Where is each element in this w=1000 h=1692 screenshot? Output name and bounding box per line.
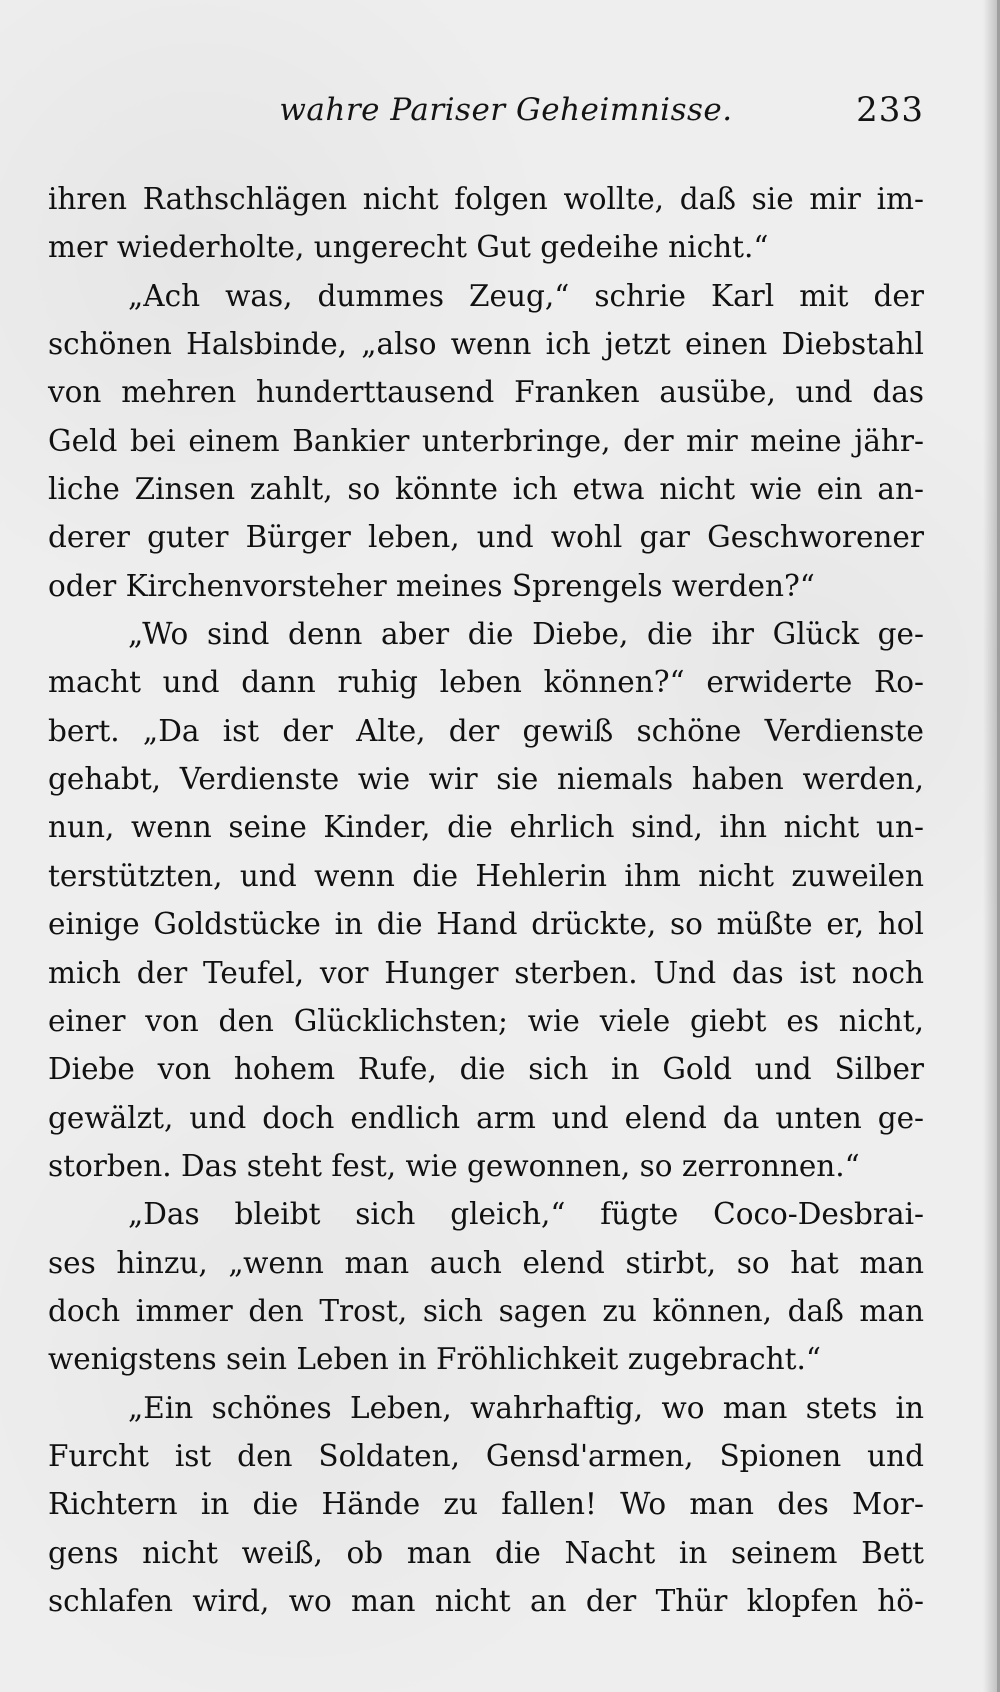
page-number: 233 — [856, 90, 924, 130]
text-line: ihren Rathschlägen nicht folgen wollte, daß sie mir im- — [48, 182, 924, 216]
text-line: gens nicht weiß, ob man die Nacht in seinem Bett — [48, 1535, 924, 1570]
text-line: gewälzt, und doch endlich arm und elend da unten ge- — [48, 1100, 924, 1135]
text-line: ses hinzu, „wenn man auch elend stirbt, so hat man — [48, 1245, 924, 1280]
text-line: von mehren hunderttausend Franken ausübe, und das — [48, 375, 924, 410]
text-line: derer guter Bürger leben, und wohl gar Geschworener — [48, 520, 924, 555]
running-title: wahre Pariser Geheimnisse. — [279, 92, 733, 128]
text-line: storben. Das steht fest, wie gewonnen, so zerronnen.“ — [48, 1148, 860, 1183]
text-line: liche Zinsen zahlt, so könnte ich etwa nicht wie ein an- — [48, 472, 924, 507]
text-line: mer wiederholte, ungerecht Gut gedeihe nicht.“ — [48, 230, 769, 265]
text-line: schlafen wird, wo man nicht an der Thür klopfen hö- — [48, 1583, 924, 1618]
text-line: wenigstens sein Leben in Fröhlichkeit zugebracht.“ — [48, 1342, 821, 1377]
text-line: Geld bei einem Bankier unterbringe, der mir meine jähr- — [48, 423, 924, 458]
text-line: „Ach was, dummes Zeug,“ schrie Karl mit der — [128, 278, 924, 313]
text-line: „Das bleibt sich gleich,“ fügte Coco-Desbrai- — [128, 1197, 924, 1232]
text-line: bert. „Da ist der Alte, der gewiß schöne Verdienste — [48, 713, 924, 748]
text-line: mich der Teufel, vor Hunger sterben. Und das ist noch — [48, 955, 924, 990]
text-line: einer von den Glücklichsten; wie viele giebt es nicht, — [48, 1003, 924, 1038]
text-line: oder Kirchenvorsteher meines Sprengels werden?“ — [48, 568, 815, 603]
text-line: Richtern in die Hände zu fallen! Wo man des Mor- — [48, 1487, 924, 1522]
text-line: nun, wenn seine Kinder, die ehrlich sind, ihn nicht un- — [48, 810, 924, 845]
body-text — [48, 175, 924, 1625]
text-line: doch immer den Trost, sich sagen zu können, daß man — [48, 1293, 924, 1328]
page-header — [48, 92, 924, 136]
text-line: Diebe von hohem Rufe, die sich in Gold und Silber — [48, 1052, 924, 1087]
text-line: „Ein schönes Leben, wahrhaftig, wo man stets in — [128, 1390, 924, 1425]
text-line: macht und dann ruhig leben können?“ erwiderte Ro- — [48, 665, 924, 700]
text-line: terstützten, und wenn die Hehlerin ihm nicht zuweilen — [48, 858, 924, 893]
text-line: Furcht ist den Soldaten, Gensd'armen, Spionen und — [48, 1438, 924, 1473]
text-line: gehabt, Verdienste wie wir sie niemals haben werden, — [48, 762, 924, 797]
text-line: schönen Halsbinde, „also wenn ich jetzt einen Diebstahl — [48, 327, 924, 362]
text-line: „Wo sind denn aber die Diebe, die ihr Glück ge- — [128, 617, 924, 652]
text-line: einige Goldstücke in die Hand drückte, so müßte er, hol — [48, 907, 924, 942]
